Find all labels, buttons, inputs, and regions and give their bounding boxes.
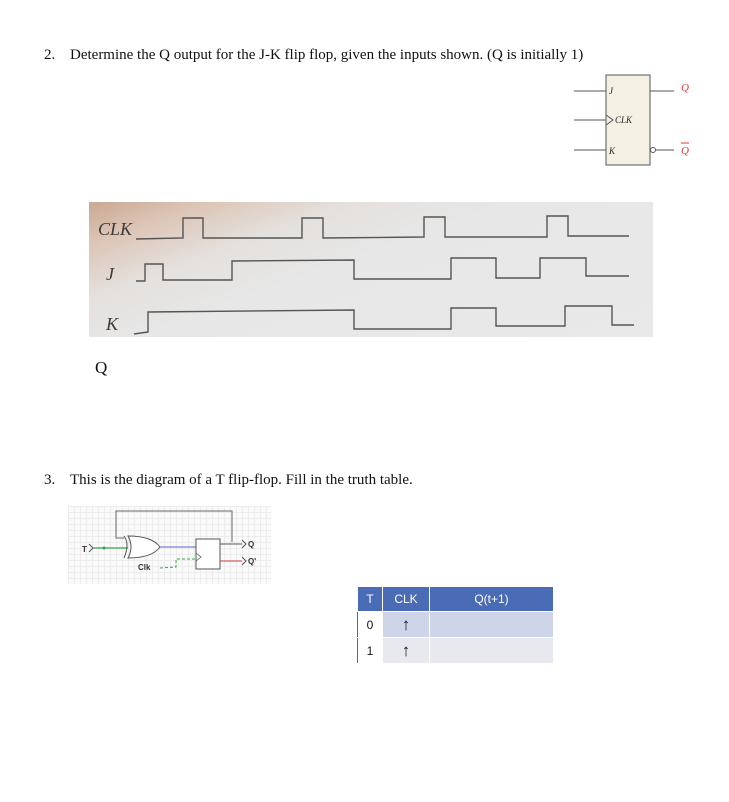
question-2 bbox=[44, 47, 583, 64]
question-3-text: This is the diagram of a T flip-flop. Fill in the truth table. bbox=[70, 472, 413, 488]
cell-t: 0 bbox=[358, 612, 383, 638]
t-flip-flop-diagram bbox=[68, 506, 271, 584]
truth-table bbox=[357, 586, 554, 664]
header-clk: CLK bbox=[383, 587, 430, 612]
cell-q-next[interactable] bbox=[430, 638, 554, 664]
timing-diagram-photo bbox=[89, 202, 653, 337]
j-waveform bbox=[136, 258, 629, 281]
up-arrow-icon: ↑ bbox=[401, 615, 411, 634]
tff-q-bar-label: Q' bbox=[248, 557, 257, 566]
j-signal-label: J bbox=[106, 264, 114, 284]
table-row bbox=[358, 638, 554, 664]
timing-waveforms bbox=[89, 202, 653, 337]
jk-j-label: J bbox=[609, 86, 613, 96]
truth-table-header-row bbox=[358, 587, 554, 612]
up-arrow-icon: ↑ bbox=[401, 641, 411, 660]
table-row bbox=[358, 612, 554, 638]
jk-flip-flop-symbol bbox=[570, 70, 700, 174]
tff-q-label: Q bbox=[248, 540, 255, 549]
xor-gate bbox=[128, 536, 160, 558]
question-3 bbox=[44, 472, 413, 489]
jk-q-bar-label: Q bbox=[681, 145, 689, 157]
cell-q-next[interactable] bbox=[430, 612, 554, 638]
t-input-label: T bbox=[82, 545, 87, 554]
k-waveform bbox=[134, 306, 634, 334]
clk-input-label: Clk bbox=[138, 563, 151, 572]
jk-k-label: K bbox=[609, 146, 616, 156]
jk-q-label: Q bbox=[681, 82, 689, 94]
k-signal-label: K bbox=[106, 314, 119, 334]
question-3-number: 3. bbox=[44, 472, 56, 488]
jk-clk-label: CLK bbox=[615, 115, 633, 125]
header-q-next: Q(t+1) bbox=[430, 587, 554, 612]
q-output-label: Q bbox=[95, 358, 108, 377]
clk-waveform bbox=[136, 216, 629, 239]
clk-signal-label: CLK bbox=[98, 219, 133, 239]
header-t: T bbox=[358, 587, 383, 612]
cell-clk bbox=[383, 638, 430, 664]
cell-t: 1 bbox=[358, 638, 383, 664]
question-2-text: Determine the Q output for the J-K flip flop, given the inputs shown. (Q is initially 1) bbox=[70, 47, 584, 63]
t-flip-flop-box bbox=[196, 539, 220, 569]
cell-clk bbox=[383, 612, 430, 638]
question-2-number: 2. bbox=[44, 47, 56, 63]
